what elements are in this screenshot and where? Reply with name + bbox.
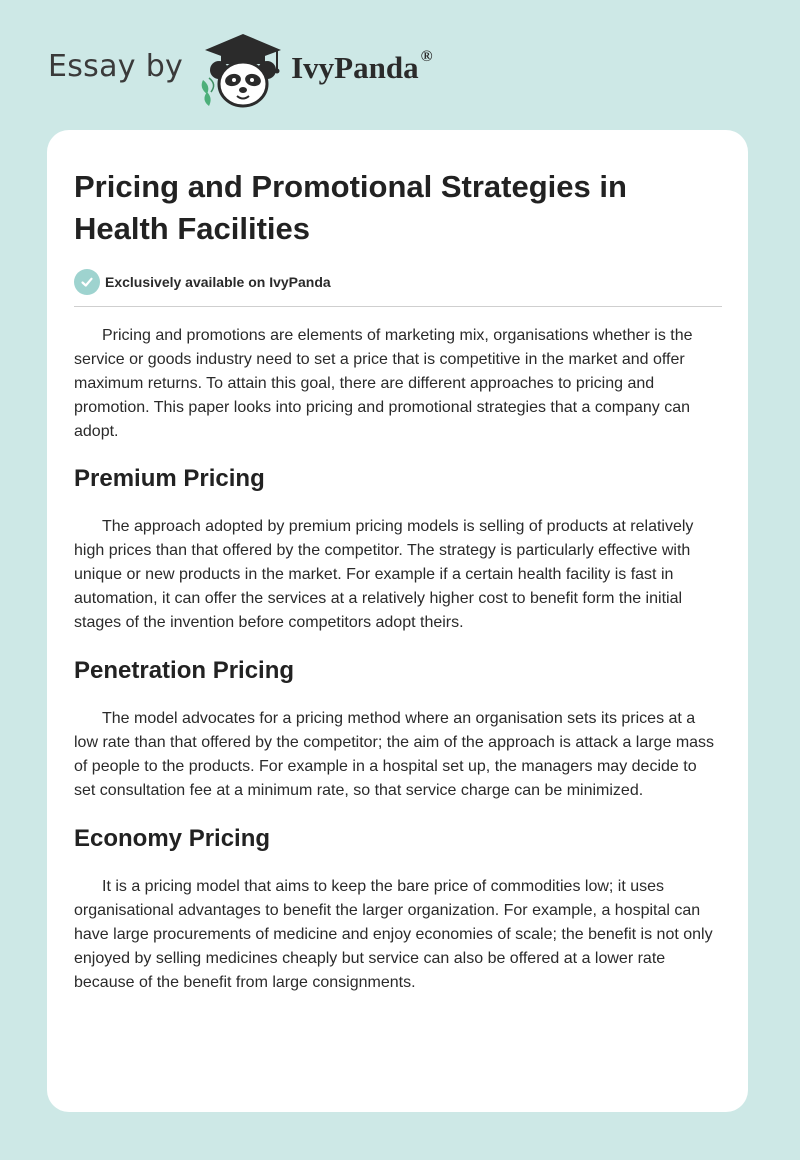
section-heading-penetration-pricing: Penetration Pricing [74, 657, 295, 684]
section-heading-premium-pricing: Premium Pricing [74, 465, 265, 492]
brand-name[interactable]: IvyPanda ® [291, 47, 433, 85]
intro-paragraph: Pricing and promotions are elements of marketing mix, organisations whether is the service or goods industry need to set a price that is competitive in the market and offer maximum returns. To attain this goal, there are different approaches to pricing and promotion. This paper looks into pricing and promotional strategies that a company can adopt. [74, 327, 693, 440]
panda-graduate-logo-icon[interactable] [197, 30, 289, 110]
section-heading-economy-pricing: Economy Pricing [74, 825, 271, 852]
check-icon [74, 269, 100, 295]
exclusive-badge [74, 268, 722, 296]
essay-content [74, 166, 722, 995]
essay-card [47, 130, 748, 1112]
section-body-penetration-pricing: The model advocates for a pricing method where an organisation sets its prices at a low rate than that offered by the competitor; the aim of the approach is attack a large mass of people to the products. For example in a hospital set up, the managers may decide to set consultation fee at a minimum rate, so that service charge can be minimized. [74, 710, 715, 799]
site-header [48, 30, 433, 110]
exclusive-label: Exclusively available on IvyPanda [105, 274, 331, 290]
essay-by-label: Essay by [48, 48, 184, 84]
registered-mark: ® [420, 47, 433, 65]
divider [74, 306, 722, 307]
section-body-premium-pricing: The approach adopted by premium pricing models is selling of products at relatively high prices than that offered by the competitor. The strategy is particularly effective with unique or new products in the market. For example if a certain health facility is fast in automation, it can offer the services at a relatively higher cost to benefit form the initial stages of the invention before competitors adopt theirs. [74, 518, 694, 631]
section-body-economy-pricing: It is a pricing model that aims to keep the bare price of commodities low; it uses organisational advantages to benefit the larger organization. For example, a hospital can have large procurements of medicine and enjoy economies of scale; the benefit is not only enjoyed by selling medicines cheaply but service can also be offered at a lower rate because of the benefit from large consignments. [74, 878, 713, 991]
essay-title: Pricing and Promotional Strategies in Health Facilities [74, 169, 627, 246]
